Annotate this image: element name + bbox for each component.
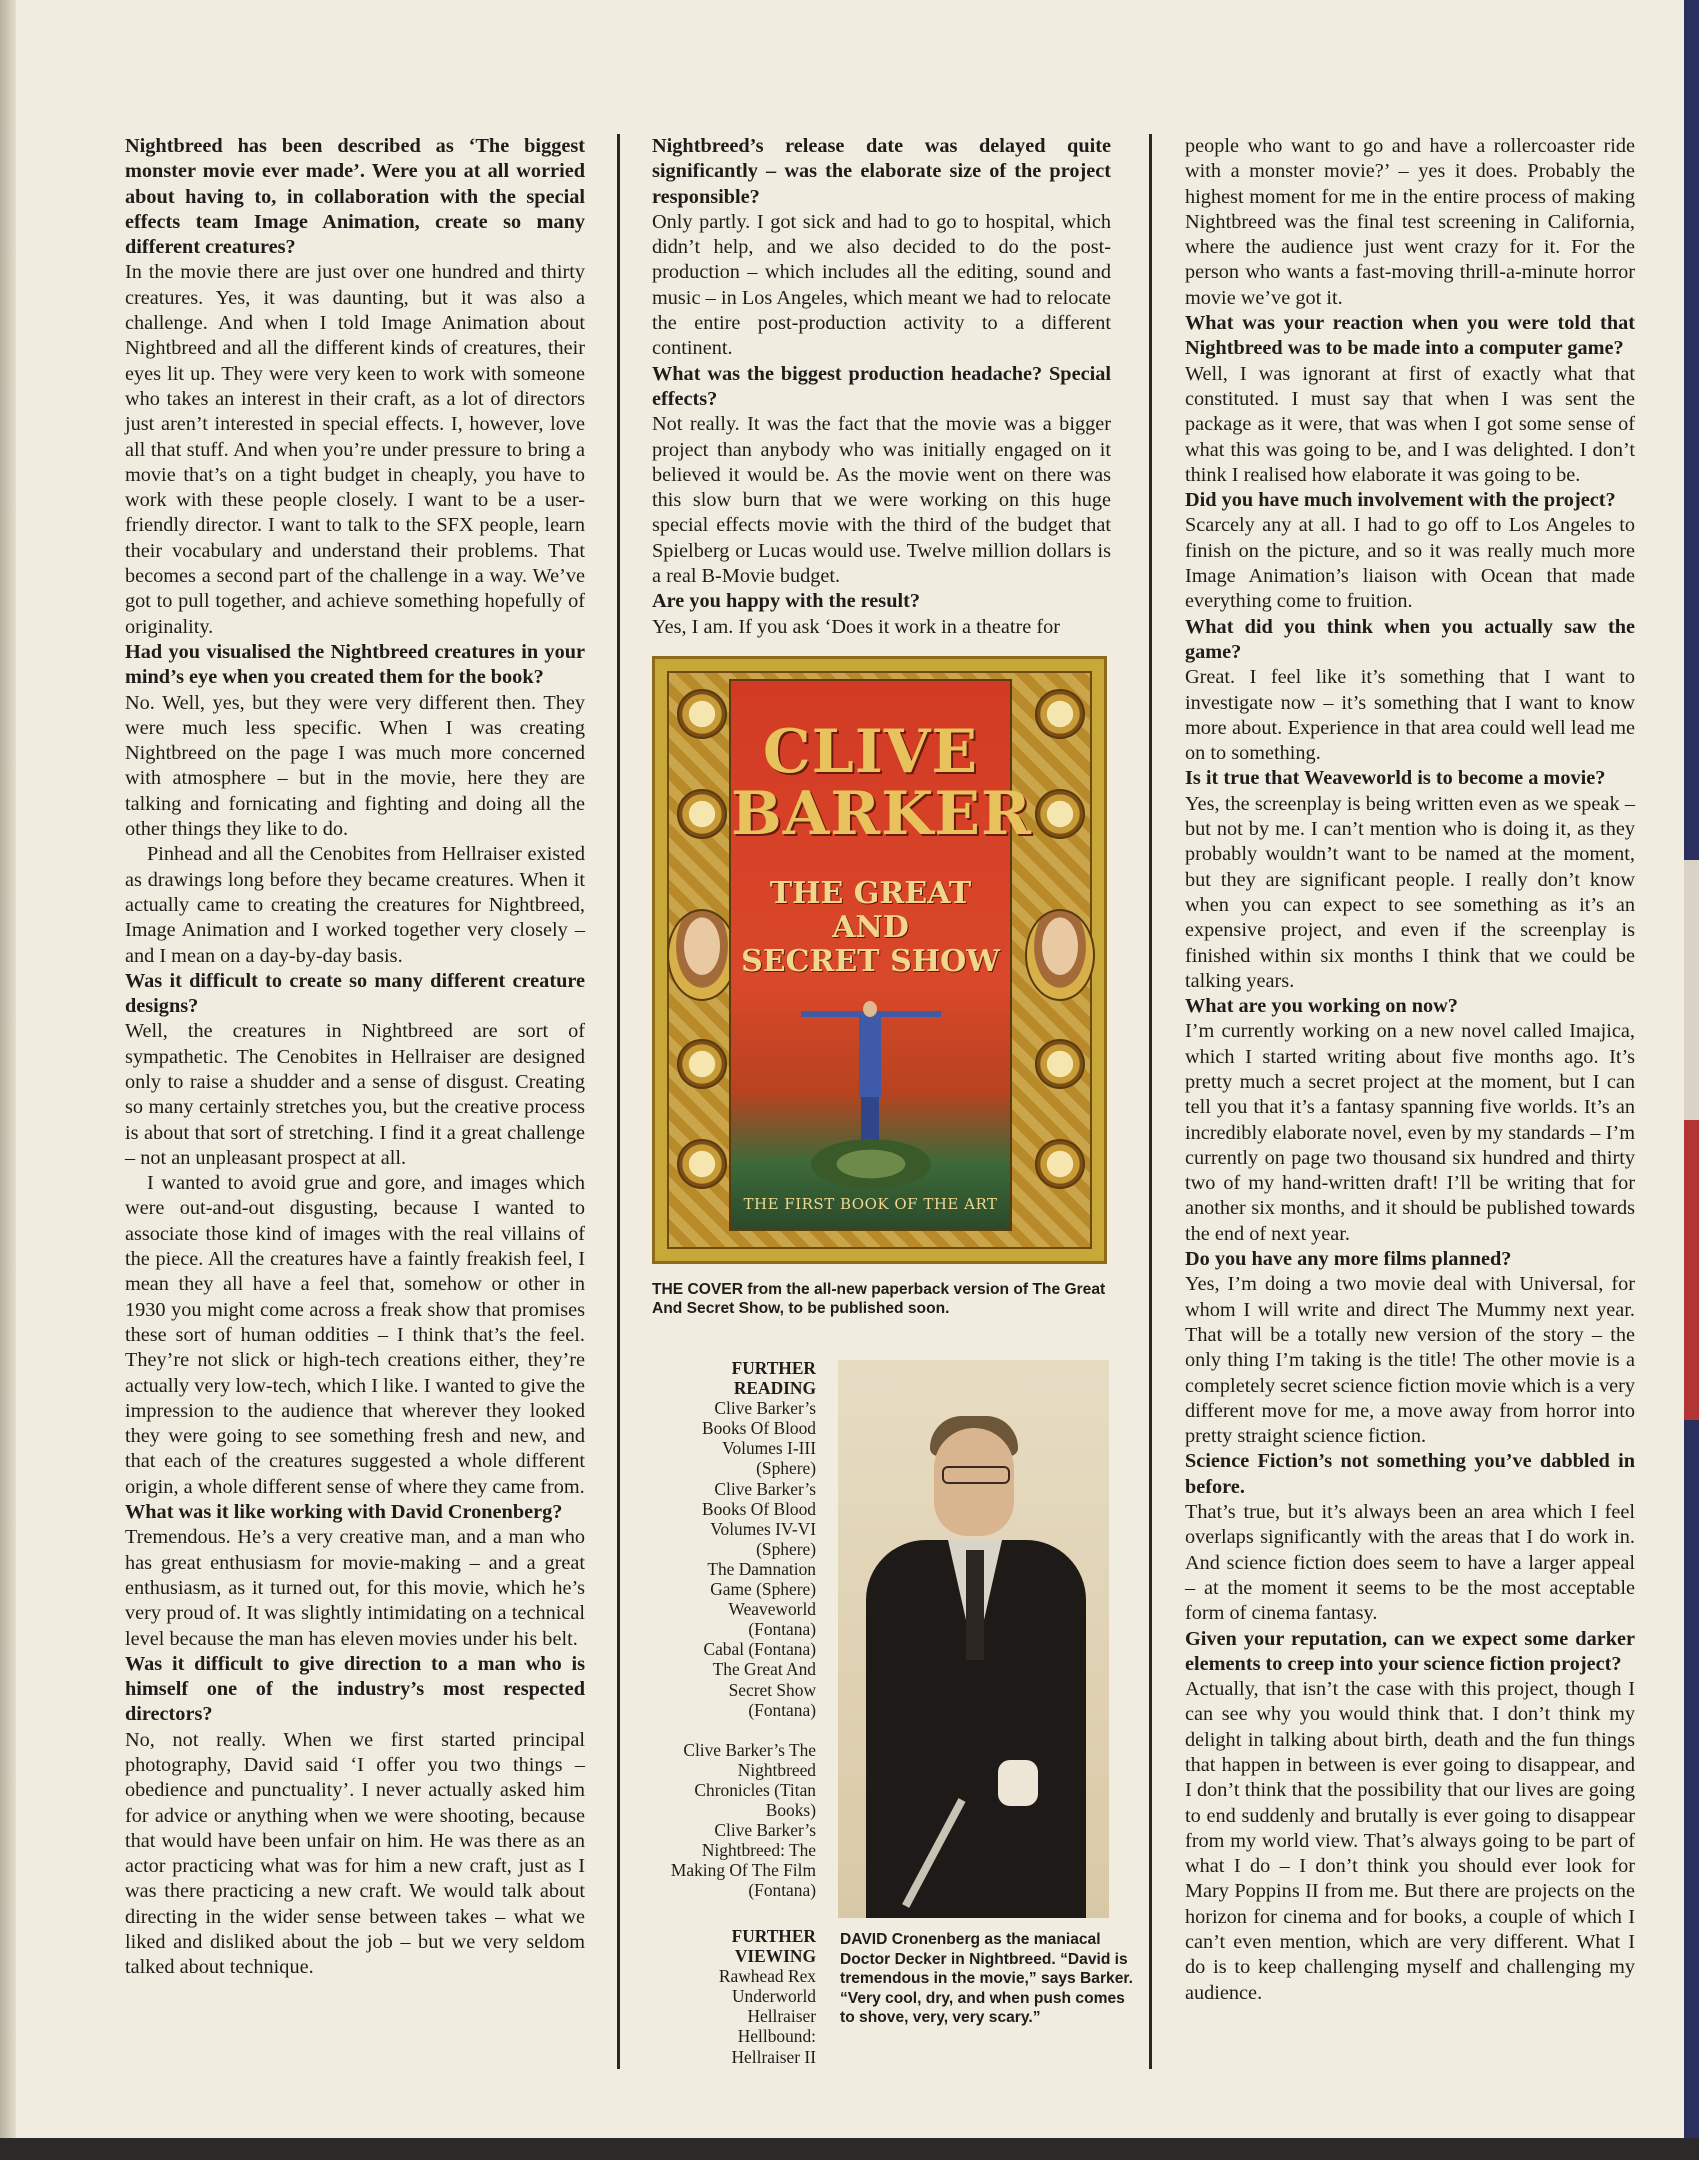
cover-medallion <box>1035 789 1085 839</box>
list-item: Volumes I-III <box>722 1438 816 1459</box>
list-item: (Sphere) <box>756 1538 816 1559</box>
photo-tie <box>966 1550 984 1660</box>
list-item: (Sphere) <box>756 1458 816 1479</box>
interview-question: Did you have much involvement with the project? <box>1185 489 1616 512</box>
interview-question: Given your reputation, can we expect some darker elements to creep into your science fiction project? <box>1185 1627 1635 1675</box>
interview-question: Was it difficult to create so many different creature designs? <box>125 969 585 1018</box>
interview-answer: Yes, I’m doing a two movie deal with Universal, for whom I will write and direct The Mummy next year. That will be a totally new version of the story – the only thing I’m taking is the title! The other movie is a completely secret science fiction movie which is a very different move for me, a move away from horror into pretty straight science fiction. <box>1185 1273 1635 1448</box>
list-item: Nightbreed: The <box>701 1840 816 1861</box>
interview-question: What was your reaction when you were told that Nightbreed was to be made into a computer game? <box>1185 312 1635 360</box>
book-cover-image <box>652 656 1107 1264</box>
interview-answer: Pinhead and all the Cenobites from Hellraiser existed as drawings long before they became creatures. When it actually came to creating the creatures for Nightbreed, Image Animation and I worked together very closely – and I mean on a day-by-day basis. <box>125 843 585 967</box>
interview-question: What was the biggest production headache? Special effects? <box>652 362 1111 410</box>
cover-medallion <box>677 1039 727 1089</box>
interview-answer: No. Well, yes, but they were very different then. They were much less specific. When I was creating Nightbreed on the page I was much more concerned with atmosphere – but in the movie, here they are talking and fornicating and fighting and doing all the other things they like to do. <box>125 691 585 841</box>
cover-medallion <box>1035 1139 1085 1189</box>
interview-answer: Great. I feel like it’s something that I want to investigate now – it’s something that I want to know more about. Experience in that area could well lead me on to something. <box>1185 666 1635 765</box>
interview-answer: Scarcely any at all. I had to go off to Los Angeles to finish on the picture, and so it was really much more Image Animation’s liaison with Ocean that made everything come to fruition. <box>1185 514 1635 613</box>
column-rule <box>617 134 620 2069</box>
list-item: Clive Barker’s The <box>683 1739 816 1760</box>
further-viewing-heading-1: FURTHER <box>731 1926 816 1946</box>
list-item: Rawhead Rex <box>718 1966 816 1987</box>
interview-question: Science Fiction’s not something you’ve dabbled in before. <box>1185 1450 1635 1498</box>
further-reading-list <box>650 1740 816 1901</box>
cover-panel <box>729 679 1032 1231</box>
interview-question: Nightbreed’s release date was delayed quite significantly – was the elaborate size of the project responsible? <box>652 135 1111 208</box>
cover-author: CLIVE BARKER <box>731 717 1032 849</box>
list-item: Volumes IV-VI <box>710 1518 816 1539</box>
interview-question: Was it difficult to give direction to a man who is himself one of the industry’s most respected directors? <box>125 1652 585 1726</box>
interview-answer: Well, the creatures in Nightbreed are sort of sympathetic. The Cenobites in Hellraiser are designed only to raise a shudder and a sense of disgust. Creating so many certainly stretches you, but the creative process is about that sort of stretching. I find it a great challenge – not an unpleasant prospect at all. <box>125 1020 585 1169</box>
cover-medallion <box>677 689 727 739</box>
list-item: Clive Barker’s <box>714 1478 816 1499</box>
list-item: Weaveworld <box>728 1599 816 1620</box>
cover-figure <box>855 1001 885 1141</box>
list-item: (Fontana) <box>748 1880 816 1901</box>
interview-answer: That’s true, but it’s always been an area which I feel overlaps significantly with the areas that I do work in. And science fiction does seem to have a larger appeal – at the moment it seems to be the most acceptable form of cinema fantasy. <box>1185 1501 1635 1625</box>
interview-answer: I wanted to avoid grue and gore, and images which were out-and-out disgusting, because I wanted to associate those kind of images with the real villains of the piece. All the creatures have a faintly freakish feel, I mean they all have a feel that, somehow or other in 1930 you might come across a freak show that promises these sort of human oddities – I think that’s the feel. They’re not slick or high-tech creations either, they’re actually very low-tech, which I like. I wanted to give the impression to the audience that wherever they looked they were going to see something fresh and new, and that each of the creatures suggested a whole different origin, a whole different sense of where they came from. <box>125 1172 585 1498</box>
list-item: Game (Sphere) <box>710 1579 816 1600</box>
interview-answer: Actually, that isn’t the case with this project, though I can see why you would think that. I don’t think my delight in talking about birth, death and the fun things that happen in between is ever going to disappear, and I don’t think that the possibility that our lives are going to end suddenly and brutally is ever going to disappear from my world view. That’s always going to be part of what I do – I don’t think you should ever look for Mary Poppins II from me. But there are projects on the horizon for cinema and for books, a couple of which I can’t even mention, which are very different. What I do is to keep challenging myself and challenging my audience. <box>1185 1678 1635 2004</box>
interview-answer: Tremendous. He’s a very creative man, and a man who has great enthusiasm for movie-making – and a great enthusiasm, as it turned out, for this movie, which he’s very proud of. It was slightly intimidating on a technical level because the man has eleven movies under his belt. <box>125 1526 585 1650</box>
list-item: Hellbound: <box>737 2026 816 2047</box>
further-viewing-list <box>700 1966 816 2066</box>
interview-answer: In the movie there are just over one hundred and thirty creatures. Yes, it was daunting, but it was also a challenge. And when I told Image Animation about Nightbreed and all the different kinds of creatures, their eyes lit up. They were very keen to work with someone who takes an interest in their craft, as a lot of directors just aren’t interested in special effects. I, however, love all that stuff. And when you’re under pressure to bring a movie that’s on a tight budget in cheaply, you have to work with these people closely. I want to be a user-friendly director. I want to talk to the SFX people, learn their vocabulary and understand their problems. That becomes a second part of the challenge in a way. We’ve got to pull together, and achieve something hopefully of originality. <box>125 261 585 638</box>
list-item: The Great And <box>712 1659 816 1680</box>
list-item: Chronicles (Titan <box>694 1779 816 1800</box>
further-reading-heading: FURTHER READING <box>731 1358 816 1399</box>
interview-answer: I’m currently working on a new novel called Imajica, which I started writing about five months ago. It’s pretty much a secret project at the moment, but I can tell you that it’s a fantasy spanning five worlds. It’s an incredibly elaborate novel, even by my standards – I’m currently on page two thousand six hundred and thirty two of my hand-written draft! I’ll be writing that for another six months, and it should be published towards the end of next year. <box>1185 1020 1635 1245</box>
article-column-2 <box>652 134 1111 640</box>
cover-title: THE GREAT AND SECRET SHOW <box>741 876 1000 979</box>
list-item: (Fontana) <box>748 1619 816 1640</box>
cronenberg-photo <box>838 1360 1109 1918</box>
photo-caption: DAVID Cronenberg as the maniacal Doctor Decker in Nightbreed. “David is tremendous in the movie,” says Barker. “Very cool, dry, and when push comes to shove, very, very scary.” <box>840 1931 1133 2026</box>
further-reading-list <box>650 1398 816 1720</box>
list-item: Hellraiser II <box>731 2046 816 2067</box>
interview-answer: No, not really. When we first started principal photography, David said ‘I offer you two things – obedience and punctuality’. I never actually asked him for advice or anything when we were shooting, because that would have been unfair on him. He was there as an actor practicing what was for him a new craft, just as I was there practicing a new craft. We would talk about directing in the wider sense between takes – what we liked and disliked about the job – but we very seldom talked about technique. <box>125 1728 585 1979</box>
interview-answer: Yes, I am. If you ask ‘Does it work in a theatre for <box>652 615 1060 638</box>
cover-portrait <box>667 909 737 1001</box>
list-item: Hellraiser <box>747 2006 816 2027</box>
photo-glove <box>998 1760 1038 1806</box>
list-item: The Damnation <box>707 1558 816 1579</box>
further-viewing <box>700 1926 816 2067</box>
list-item: Books Of Blood <box>701 1418 816 1439</box>
interview-question: Had you visualised the Nightbreed creatures in your mind’s eye when you created them for the book? <box>125 640 585 689</box>
further-reading <box>650 1358 816 1900</box>
interview-question: Are you happy with the result? <box>652 590 921 613</box>
cover-medallion <box>677 789 727 839</box>
cover-caption: THE COVER from the all-new paperback version of The Great And Secret Show, to be published soon. <box>652 1281 1106 1317</box>
interview-answer: Not really. It was the fact that the movie was a bigger project than anybody who was initially engaged on it believed it would be. As the movie went on there was this slow burn that we were working on this huge special effects movie with the third of the budget that Spielberg or Lucas would use. Twelve million dollars is a real B-Movie budget. <box>652 413 1111 588</box>
cover-portrait <box>1025 909 1095 1001</box>
interview-question: What was it like working with David Cronenberg? <box>125 1501 563 1524</box>
article-column-1 <box>125 134 585 1981</box>
cover-serpents <box>811 1139 931 1189</box>
cover-medallion <box>1035 689 1085 739</box>
cover-medallion <box>1035 1039 1085 1089</box>
interview-question: What are you working on now? <box>1185 995 1458 1018</box>
photo-glasses <box>942 1466 1010 1484</box>
list-item: Underworld <box>731 1986 816 2007</box>
interview-answer: people who want to go and have a rollercoaster ride with a monster movie?’ – yes it does. Probably the highest moment for me in the entire process of making Nightbreed was the final test screening in California, where the audience just went crazy for it. For the person who wants a fast-moving thrill-a-minute horror movie we’ve got it. <box>1185 135 1635 309</box>
interview-question: Nightbreed has been described as ‘The biggest monster movie ever made’. Were you at all worried about having to, in collaboration with the special effects team Image Animation, create so many different creatures? <box>125 135 585 259</box>
article-column-3 <box>1185 134 1635 2006</box>
page-edge-bottom <box>0 2138 1699 2160</box>
interview-answer: Yes, the screenplay is being written even as we speak – but not by me. I can’t mention who is doing it, as they probably wouldn’t want to be named at the moment, but they are significant people. I really don’t know when you can expect to see something as it’s an expensive project, and even if the screenplay is finished within six months I think that we could be talking years. <box>1185 792 1635 992</box>
page-edge-left <box>0 0 16 2160</box>
list-item: Clive Barker’s <box>714 1398 816 1419</box>
list-item: Nightbreed <box>737 1759 816 1780</box>
list-item: Cabal (Fontana) <box>703 1639 816 1660</box>
list-item: Books Of Blood <box>701 1498 816 1519</box>
cover-medallion <box>677 1139 727 1189</box>
interview-answer: Well, I was ignorant at first of exactly what that constituted. I must say that when I was sent the package as it were, that was when I got some sense of what this was going to be, and I was delighted. I don’t think I realised how elaborate it was going to be. <box>1185 362 1635 486</box>
list-item: Clive Barker’s <box>714 1820 816 1841</box>
interview-question: Do you have any more films planned? <box>1185 1248 1512 1271</box>
list-item: Making Of The Film <box>670 1860 816 1881</box>
interview-answer: Only partly. I got sick and had to go to hospital, which didn’t help, and we also decided to do the post-production – which includes all the editing, sound and music – in Los Angeles, which meant we had to relocate the entire post-production activity to a different continent. <box>652 210 1111 360</box>
further-viewing-heading-2: VIEWING <box>734 1946 816 1967</box>
page-edge-right <box>1684 0 1699 2160</box>
cover-series: THE FIRST BOOK OF THE ART <box>743 1195 998 1213</box>
list-item: Books) <box>765 1799 816 1820</box>
interview-question: Is it true that Weaveworld is to become a movie? <box>1185 767 1606 790</box>
list-item: (Fontana) <box>748 1699 816 1720</box>
list-item: Secret Show <box>728 1679 816 1700</box>
column-rule <box>1149 134 1152 2069</box>
interview-question: What did you think when you actually saw the game? <box>1185 615 1635 663</box>
